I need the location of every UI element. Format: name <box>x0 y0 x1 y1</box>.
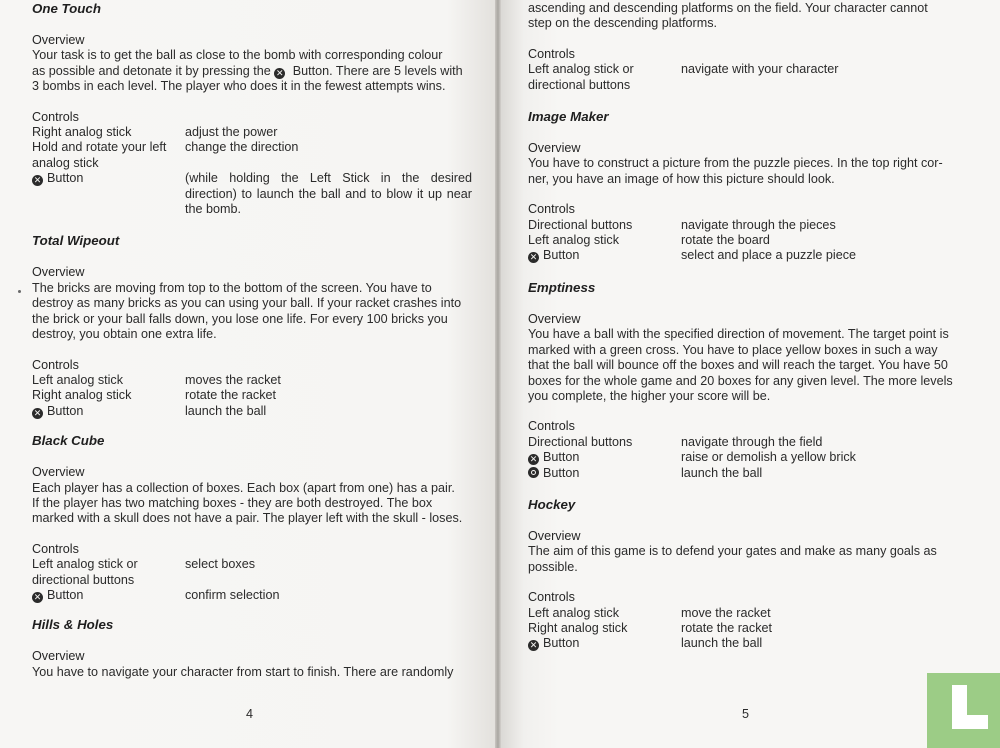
control-value: (while holding the Left Stick in the desired direction) to launch the ball and to blow it up near the bomb. <box>185 171 472 217</box>
overview-line: Each player has a collection of boxes. Each box (apart from one) has a pair. <box>32 480 455 495</box>
paper-speck <box>18 290 21 293</box>
right-column <box>528 0 967 652</box>
controls-label: Controls <box>528 202 575 217</box>
control-key <box>32 588 185 603</box>
overview-line: ascending and descending platforms on the field. Your character cannot <box>528 1 928 15</box>
control-key-label: Button <box>47 171 84 186</box>
watermark-logo <box>927 673 1000 748</box>
circle-button-icon <box>528 467 539 478</box>
control-row <box>528 621 967 636</box>
control-value: change the direction <box>185 140 299 155</box>
control-value: select and place a puzzle piece <box>681 248 857 263</box>
overview-line: that the ball will bounce off the boxes and will reach the target. You have 50 <box>528 358 948 373</box>
book-gutter <box>495 0 501 748</box>
overview-line: the brick or your ball falls down, you lose one life. For every 100 bricks you <box>32 311 448 326</box>
cross-button-icon: ✕ <box>275 67 284 78</box>
overview-label: Overview <box>32 649 85 664</box>
controls-label: Controls <box>32 541 79 556</box>
overview-line: Your task is to get the ball as close to the bomb with corresponding colour <box>32 48 443 63</box>
cross-button-icon: ✕ <box>529 454 538 465</box>
control-row <box>32 171 472 217</box>
overview-line: destroy as many bricks as you can using your ball. If your racket crashes into <box>32 296 462 311</box>
control-row <box>32 140 472 171</box>
controls-label: Controls <box>528 419 575 434</box>
cross-button-icon: ✕ <box>33 175 42 186</box>
overview-line: possible. <box>528 559 578 574</box>
overview-label: Overview <box>32 465 85 480</box>
control-key <box>32 171 185 217</box>
control-key <box>528 248 681 263</box>
control-key-label: Button <box>47 403 84 418</box>
control-value: raise or demolish a yellow brick <box>681 450 856 465</box>
watermark-logo-stroke <box>952 715 988 729</box>
section-title-total-wipeout: Total Wipeout <box>32 233 120 249</box>
control-row <box>32 373 472 388</box>
section-title-hockey: Hockey <box>528 496 576 512</box>
control-key-label: Button <box>543 636 580 651</box>
page-number-right: 5 <box>742 707 750 721</box>
control-key-label: Button <box>543 465 580 480</box>
control-key: Directional buttons <box>528 217 633 232</box>
overview-label: Overview <box>528 528 581 543</box>
control-key: Left analog stick <box>528 605 620 620</box>
control-row <box>528 636 967 651</box>
overview-line <box>32 64 472 79</box>
overview-label: Overview <box>32 265 85 280</box>
overview-line: 3 bombs in each level. The player who does it in the fewest attempts wins. <box>32 79 446 94</box>
control-key: Left analog stick or directional buttons <box>32 557 138 587</box>
control-row <box>528 466 967 481</box>
control-value: launch the ball <box>185 403 267 418</box>
overview-line: If the player has two matching boxes - they are both destroyed. The box <box>32 495 433 510</box>
controls-label: Controls <box>32 357 79 372</box>
left-column <box>32 0 472 680</box>
control-value: adjust the power <box>185 125 278 140</box>
control-row <box>528 248 967 263</box>
page-number-left: 4 <box>246 707 254 721</box>
controls-label: Controls <box>528 46 575 61</box>
controls-label: Controls <box>32 109 79 124</box>
overview-label: Overview <box>32 33 85 47</box>
overview-label: Overview <box>528 311 581 326</box>
control-row <box>32 588 472 603</box>
controls-label: Controls <box>528 590 575 605</box>
control-key <box>528 466 681 481</box>
control-key <box>32 404 185 419</box>
control-value: launch the ball <box>681 636 763 651</box>
control-value: move the racket <box>681 605 771 620</box>
control-row <box>32 404 472 419</box>
control-key: Directional buttons <box>528 434 633 449</box>
control-key-label: Button <box>543 450 580 465</box>
control-value: navigate with your character <box>681 62 839 77</box>
control-value: moves the racket <box>185 372 281 387</box>
control-value: rotate the racket <box>185 388 277 403</box>
control-value: select boxes <box>185 557 256 572</box>
control-row <box>528 62 967 93</box>
control-value: confirm selection <box>185 587 280 602</box>
overview-line: You have to construct a picture from the puzzle pieces. In the top right cor- <box>528 156 943 171</box>
section-title-hills-holes: Hills & Holes <box>32 617 114 633</box>
control-row <box>528 218 967 233</box>
overview-line: step on the descending platforms. <box>528 16 718 31</box>
overview-line: destroy, you obtain one extra life. <box>32 327 217 342</box>
section-title-image-maker: Image Maker <box>528 109 609 125</box>
control-key <box>528 636 681 651</box>
cross-button-icon: ✕ <box>33 407 42 418</box>
control-row <box>528 606 967 621</box>
control-value: rotate the board <box>681 233 770 248</box>
control-row <box>528 435 967 450</box>
overview-line: The bricks are moving from top to the bottom of the screen. You have to <box>32 280 432 295</box>
overview-label: Overview <box>528 141 581 156</box>
control-key: Left analog stick <box>32 372 124 387</box>
control-key: Right analog stick <box>528 620 628 635</box>
control-key: Left analog stick <box>528 233 620 248</box>
overview-line-part: Button. There are 5 levels with <box>289 63 463 78</box>
control-row <box>32 125 472 140</box>
cross-button-icon: ✕ <box>529 640 538 651</box>
control-row <box>528 450 967 465</box>
overview-line: ner, you have an image of how this picture should look. <box>528 171 835 186</box>
control-row <box>32 388 472 403</box>
section-title-black-cube: Black Cube <box>32 433 105 449</box>
control-key: Right analog stick <box>32 125 132 140</box>
overview-line-part: as possible and detonate it by pressing the <box>32 63 275 78</box>
control-key: Right analog stick <box>32 388 132 403</box>
overview-line: you complete, the higher your score will be. <box>528 388 771 403</box>
cross-button-icon: ✕ <box>529 252 538 263</box>
control-value: rotate the racket <box>681 620 773 635</box>
control-key-label: Button <box>543 248 580 263</box>
overview-line: You have to navigate your character from start to finish. There are randomly <box>32 664 454 679</box>
control-row <box>528 233 967 248</box>
control-row <box>32 557 472 588</box>
cross-button-icon: ✕ <box>33 591 42 602</box>
section-title-one-touch: One Touch <box>32 1 101 16</box>
control-key: Left analog stick or directional buttons <box>528 62 634 92</box>
overview-line: marked with a skull does not have a pair. The player left with the skull - loses. <box>32 511 463 526</box>
control-value: launch the ball <box>681 465 763 480</box>
control-key: Hold and rotate your left analog stick <box>32 140 167 170</box>
section-title-emptiness: Emptiness <box>528 279 596 295</box>
overview-line: The aim of this game is to defend your gates and make as many goals as <box>528 544 937 559</box>
overview-line: boxes for the whole game and 20 boxes for any given level. The more levels <box>528 373 953 388</box>
control-value: navigate through the field <box>681 434 823 449</box>
control-key <box>528 450 681 465</box>
overview-line: You have a ball with the specified direction of movement. The target point is <box>528 327 949 342</box>
control-value: navigate through the pieces <box>681 217 836 232</box>
overview-line: marked with a green cross. You have to place yellow boxes in such a way <box>528 342 938 357</box>
control-key-label: Button <box>47 587 84 602</box>
